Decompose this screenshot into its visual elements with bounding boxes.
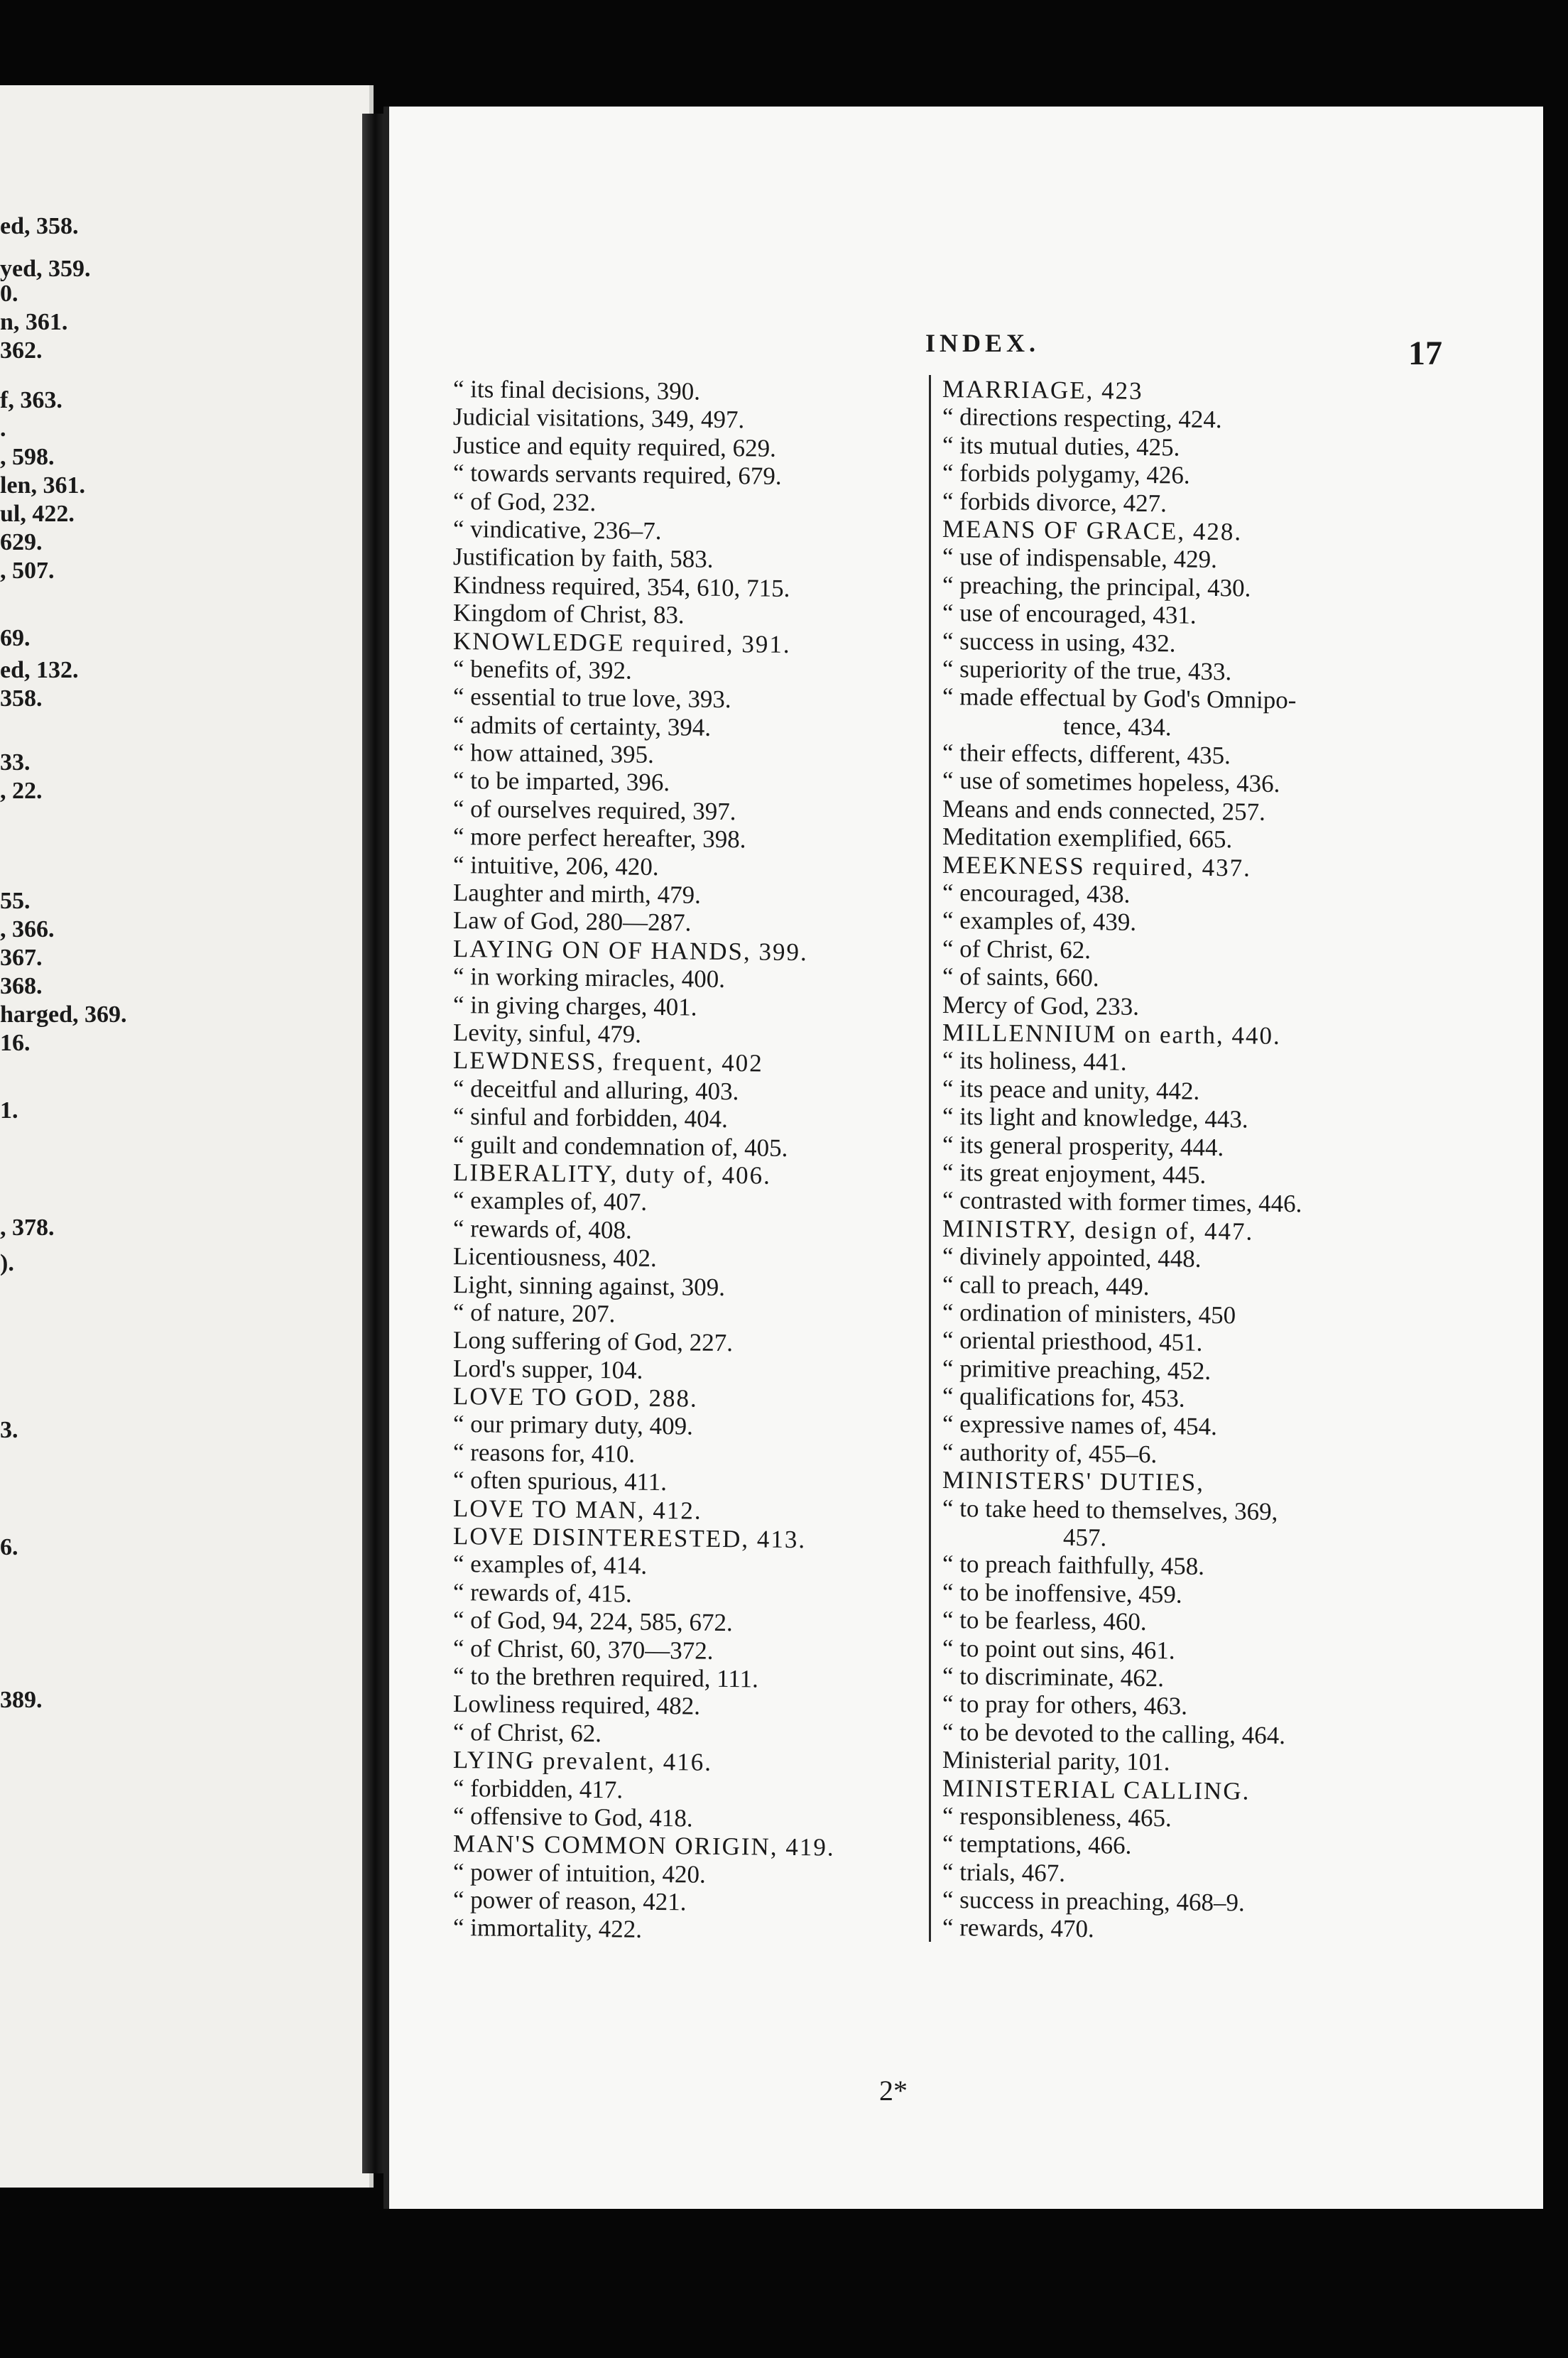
index-entry: MINISTERS' DUTIES, [942,1466,1205,1497]
index-entry: “ ordination of ministers, 450 [942,1298,1236,1330]
index-entry: LOVE DISINTERESTED, 413. [452,1522,807,1554]
index-entry: “ its mutual duties, 425. [942,430,1180,462]
index-entry: “ reasons for, 410. [452,1438,636,1468]
index-entry: “ intuitive, 206, 420. [452,850,659,881]
index-entry: Justification by faith, 583. [452,543,714,574]
index-entry: “ their effects, different, 435. [942,739,1231,770]
index-entry: “ contrasted with former times, 446. [942,1186,1302,1218]
index-entry: “ vindicative, 236–7. [452,514,662,545]
index-entry: “ preaching, the principal, 430. [942,570,1251,602]
index-entry: “ use of encouraged, 431. [942,599,1197,629]
index-entry: LAYING ON OF HANDS, 399. [452,934,808,967]
index-entry: MINISTERIAL CALLING. [942,1773,1251,1805]
index-entry: “ oriental priesthood, 451. [942,1326,1203,1357]
previous-page-edge [0,85,374,2188]
previous-page-fragment: 389. [0,1687,43,1713]
previous-page-fragment: 3. [0,1417,18,1443]
previous-page-fragment: , 22. [0,778,43,804]
index-entry: Mercy of God, 233. [942,990,1140,1021]
index-entry: “ to discriminate, 462. [942,1661,1165,1693]
index-entry: “ of God, 94, 224, 585, 672. [452,1606,733,1637]
index-entry: “ essential to true love, 393. [452,683,731,714]
previous-page-fragment: f, 363. [0,387,62,413]
index-entry: “ benefits of, 392. [452,654,632,685]
index-entry: Law of God, 280—287. [452,906,692,937]
index-entry: Kingdom of Christ, 83. [452,599,685,629]
index-entry: “ of nature, 207. [452,1298,616,1328]
index-entry: “ sinful and forbidden, 404. [452,1102,729,1134]
previous-page-fragment: 358. [0,685,43,712]
running-head: INDEX. [925,329,1040,357]
previous-page-fragment: ed, 132. [0,657,79,683]
index-entry: “ our primary duty, 409. [452,1410,694,1440]
index-entry: Lord's supper, 104. [452,1354,643,1384]
index-entry: “ to be inoffensive, 459. [942,1577,1182,1609]
index-entry: “ to the brethren required, 111. [452,1661,759,1693]
index-entry: “ examples of, 414. [452,1550,648,1580]
index-entry: “ examples of, 407. [452,1186,648,1217]
index-entry: LOVE TO GOD, 288. [452,1382,698,1413]
index-entry: “ divinely appointed, 448. [942,1242,1202,1273]
previous-page-fragment: . [0,415,6,442]
index-entry: “ its holiness, 441. [942,1046,1127,1077]
index-entry: “ often spurious, 411. [452,1466,668,1496]
index-entry: “ use of indispensable, 429. [942,543,1218,574]
index-entry: MEEKNESS required, 437. [942,850,1252,882]
previous-page-fragment: 55. [0,888,31,914]
index-entry: “ success in using, 432. [942,626,1176,657]
index-entry: “ towards servants required, 679. [452,459,782,491]
index-entry: Judicial visitations, 349, 497. [452,403,745,434]
index-entry: MEANS OF GRACE, 428. [942,514,1243,546]
index-entry: Ministerial parity, 101. [942,1746,1170,1776]
previous-page-fragment: harged, 369. [0,1001,127,1028]
index-entry: “ primitive preaching, 452. [942,1354,1212,1385]
index-entry: “ immortality, 422. [452,1913,643,1944]
previous-page-fragment: 629. [0,529,43,555]
previous-page-fragment: , 507. [0,558,55,584]
index-entry: “ more perfect hereafter, 398. [452,822,746,854]
signature-mark: 2* [879,2075,908,2107]
index-entry: “ rewards of, 415. [452,1577,632,1608]
previous-page-fragment: yed, 359. [0,256,91,282]
index-entry: “ forbids divorce, 427. [942,487,1167,517]
index-entry: “ of God, 232. [452,487,597,516]
index-entry: “ guilt and condemnation of, 405. [452,1130,788,1162]
index-entry: “ its peace and unity, 442. [942,1074,1200,1105]
index-entry: “ to take heed to themselves, 369, [942,1494,1278,1526]
index-entry: “ to be imparted, 396. [452,766,670,797]
index-page [383,107,1543,2209]
index-entry: “ authority of, 455–6. [942,1438,1158,1469]
index-entry: “ in giving charges, 401. [452,990,697,1021]
index-entry: Licentiousness, 402. [452,1242,657,1273]
index-entry: “ call to preach, 449. [942,1270,1150,1300]
index-entry: “ encouraged, 438. [942,879,1131,908]
index-column-left [453,375,922,1942]
index-entry: MAN'S COMMON ORIGIN, 419. [452,1830,835,1862]
index-entry: “ its light and knowledge, 443. [942,1102,1248,1134]
index-entry: “ rewards of, 408. [452,1214,632,1244]
index-entry: LYING prevalent, 416. [452,1746,713,1776]
index-entry: “ to be devoted to the calling, 464. [942,1717,1286,1749]
index-entry: “ made effectual by God's Omnipo- [942,683,1297,715]
previous-page-fragment: , 366. [0,916,55,942]
index-entry: LOVE TO MAN, 412. [452,1494,702,1525]
previous-page-fragment: len, 361. [0,472,85,499]
index-entry: “ qualifications for, 453. [942,1382,1185,1413]
page-number: 17 [1408,335,1442,372]
index-entry: Lowliness required, 482. [452,1690,701,1721]
previous-page-fragment: 69. [0,625,31,651]
index-entry: Levity, sinful, 479. [452,1018,642,1048]
previous-page-fragment: 0. [0,281,18,307]
index-entry: “ offensive to God, 418. [452,1801,693,1832]
index-entry: “ expressive names of, 454. [942,1410,1218,1441]
index-entry: “ directions respecting, 424. [942,403,1222,434]
index-entry: Justice and equity required, 629. [452,430,777,462]
index-entry: MINISTRY, design of, 447. [942,1214,1254,1246]
previous-page-fragment: ed, 358. [0,213,79,239]
previous-page-fragment: ul, 422. [0,501,75,527]
index-entry: “ of Christ, 62. [942,934,1091,965]
index-entry: “ power of reason, 421. [452,1886,687,1916]
index-entry: “ to pray for others, 463. [942,1690,1188,1720]
index-entry: “ superiority of the true, 433. [942,654,1232,686]
previous-page-fragment: , 598. [0,444,55,470]
previous-page-fragment: 367. [0,945,43,971]
index-entry: “ its final decisions, 390. [452,375,701,406]
previous-page-fragment: 16. [0,1030,31,1056]
index-entry: “ of saints, 660. [942,962,1099,992]
previous-page-fragment: 33. [0,749,31,776]
previous-page-fragment: n, 361. [0,309,68,335]
index-entry: “ success in preaching, 468–9. [942,1886,1245,1917]
index-entry: “ deceitful and alluring, 403. [452,1074,739,1105]
index-entry: tence, 434. [1062,712,1172,741]
index-entry: “ its general prosperity, 444. [942,1130,1224,1161]
index-entry: “ trials, 467. [942,1857,1066,1887]
index-entry: “ how attained, 395. [452,739,655,769]
index-entry: “ use of sometimes hopeless, 436. [942,766,1280,798]
index-entry: “ rewards, 470. [942,1913,1095,1943]
index-entry: “ its great enjoyment, 445. [942,1158,1207,1189]
index-entry: “ temptations, 466. [942,1830,1132,1860]
index-entry: “ to preach faithfully, 458. [942,1550,1205,1581]
index-entry: Kindness required, 354, 610, 715. [452,570,790,602]
previous-page-fragment: ). [0,1250,14,1276]
index-entry: “ power of intuition, 420. [452,1857,706,1889]
index-entry: Light, sinning against, 309. [452,1270,726,1301]
index-entry: “ admits of certainty, 394. [452,710,712,741]
previous-page-fragment: 6. [0,1534,18,1560]
index-column-right [929,375,1553,1942]
index-entry: “ of ourselves required, 397. [452,794,736,826]
previous-page-fragment: 1. [0,1097,18,1124]
index-entry: LEWDNESS, frequent, 402 [452,1046,763,1077]
index-entry: Long suffering of God, 227. [452,1326,734,1357]
index-entry: “ responsibleness, 465. [942,1801,1172,1832]
index-entry: Meditation exemplified, 665. [942,822,1233,854]
index-entry: “ forbids polygamy, 426. [942,459,1190,489]
previous-page-fragment: 368. [0,973,43,999]
index-entry: 457. [1062,1523,1107,1552]
index-entry: KNOWLEDGE required, 391. [452,626,791,658]
index-entry: “ forbidden, 417. [452,1773,624,1804]
index-entry: MARRIAGE, 423 [942,375,1143,405]
index-entry: “ in working miracles, 400. [452,962,726,994]
index-entry: Laughter and mirth, 479. [452,879,702,909]
index-entry: MILLENNIUM on earth, 440. [942,1018,1281,1050]
index-entry: “ to point out sins, 461. [942,1634,1175,1665]
index-entry: LIBERALITY, duty of, 406. [452,1158,772,1190]
index-entry: “ of Christ, 60, 370—372. [452,1634,714,1665]
index-entry: “ to be fearless, 460. [942,1606,1147,1636]
index-entry: “ of Christ, 62. [452,1717,602,1747]
previous-page-fragment: 362. [0,337,43,364]
index-entry: Means and ends connected, 257. [942,794,1266,826]
previous-page-fragment: , 378. [0,1215,55,1241]
index-entry: “ examples of, 439. [942,906,1137,937]
